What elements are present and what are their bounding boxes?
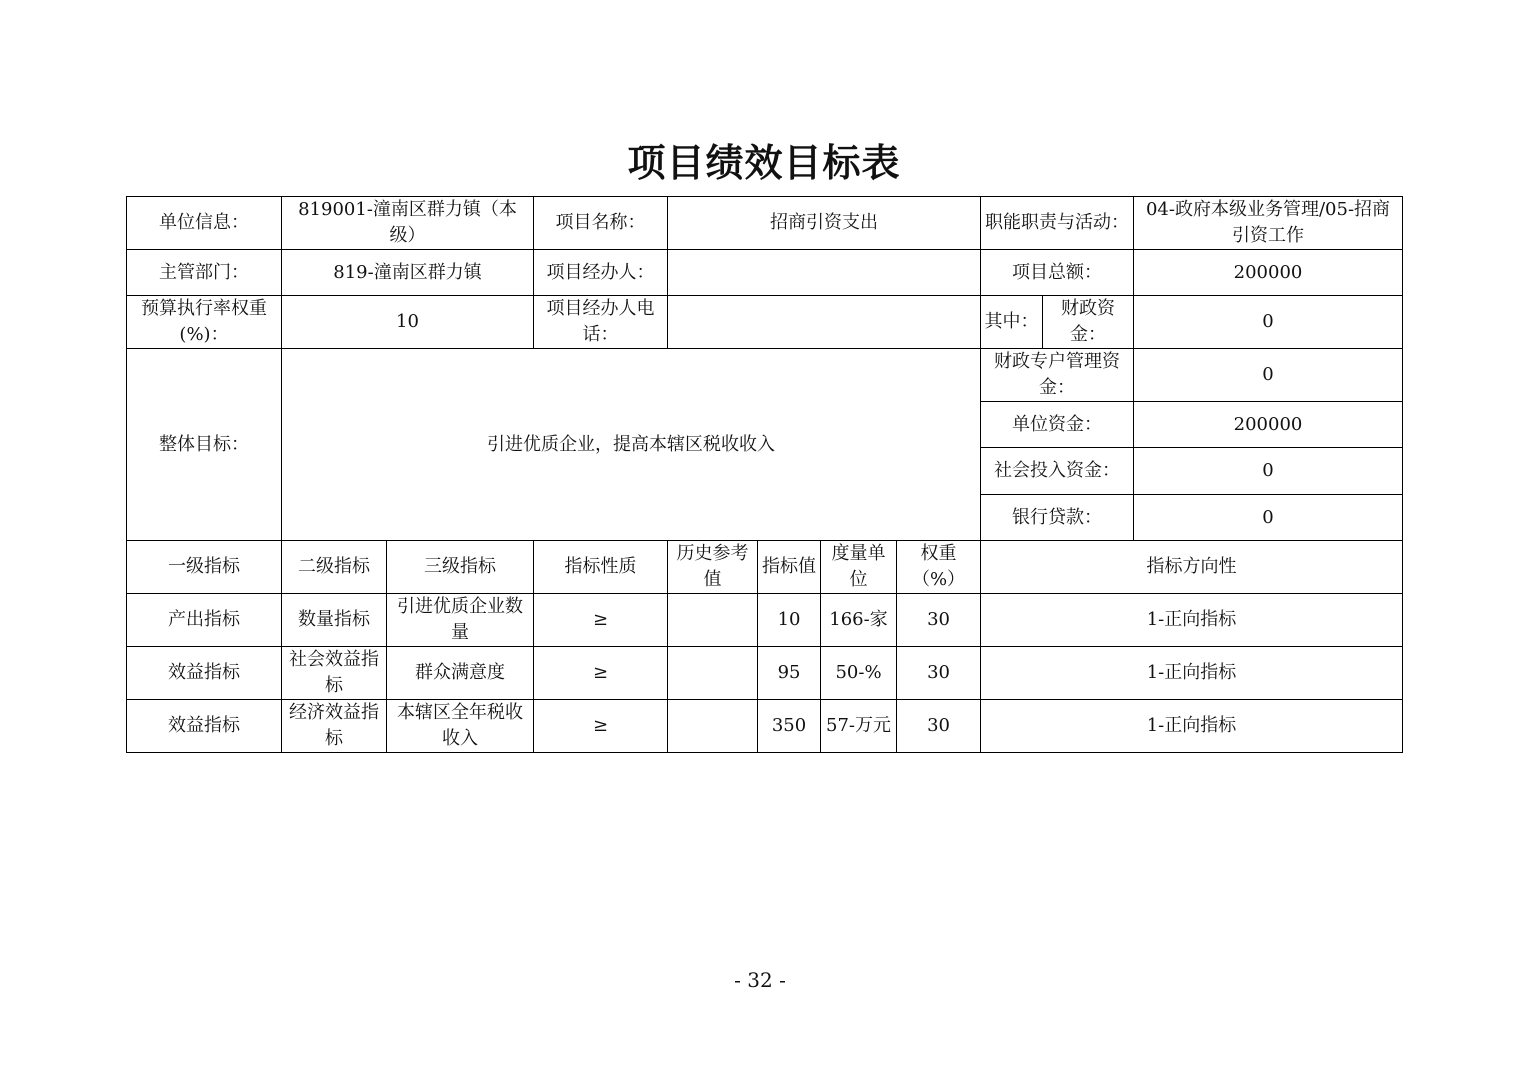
indicator-nature: ≥ <box>534 647 668 700</box>
indicator-nature: ≥ <box>534 594 668 647</box>
indicator-nature: ≥ <box>534 700 668 753</box>
indicator-level3: 群众满意度 <box>387 647 534 700</box>
indicator-value: 10 <box>758 594 821 647</box>
duty-activity-value: 04-政府本级业务管理/05-招商引资工作 <box>1134 197 1403 250</box>
indicator-history <box>668 594 758 647</box>
social-investment-label: 社会投入资金： <box>981 448 1134 495</box>
page-number: - 32 - <box>734 968 786 992</box>
duty-activity-label: 职能职责与活动： <box>981 197 1134 250</box>
indicator-level2: 数量指标 <box>282 594 387 647</box>
indicator-direction: 1-正向指标 <box>981 647 1403 700</box>
indicator-value: 95 <box>758 647 821 700</box>
indicator-weight: 30 <box>897 594 981 647</box>
indicator-direction: 1-正向指标 <box>981 594 1403 647</box>
col-header-value: 指标值 <box>758 541 821 594</box>
indicator-level2: 经济效益指标 <box>282 700 387 753</box>
table-row <box>127 594 1403 647</box>
col-header-nature: 指标性质 <box>534 541 668 594</box>
project-handler-value <box>668 250 981 296</box>
budget-weight-label: 预算执行率权重(%)： <box>127 296 282 349</box>
project-total-value: 200000 <box>1134 250 1403 296</box>
unit-info-value: 819001-潼南区群力镇（本级） <box>282 197 534 250</box>
indicator-unit: 50-% <box>821 647 897 700</box>
indicator-header-row <box>127 541 1403 594</box>
unit-fund-value: 200000 <box>1134 402 1403 448</box>
page-title: 项目绩效目标表 <box>627 140 901 185</box>
project-total-label: 项目总额： <box>981 250 1134 296</box>
col-header-direction: 指标方向性 <box>981 541 1403 594</box>
bank-loan-value: 0 <box>1134 495 1403 541</box>
indicator-history <box>668 647 758 700</box>
unit-fund-label: 单位资金： <box>981 402 1134 448</box>
project-handler-label: 项目经办人： <box>534 250 668 296</box>
indicator-level3: 本辖区全年税收收入 <box>387 700 534 753</box>
col-header-history: 历史参考值 <box>668 541 758 594</box>
project-name-label: 项目名称： <box>534 197 668 250</box>
overall-goal-label: 整体目标： <box>127 349 282 541</box>
col-header-level1: 一级指标 <box>127 541 282 594</box>
special-account-fund-label: 财政专户管理资金： <box>981 349 1134 402</box>
col-header-weight: 权重（%） <box>897 541 981 594</box>
indicator-level1: 效益指标 <box>127 700 282 753</box>
handler-phone-label: 项目经办人电话： <box>534 296 668 349</box>
indicator-history <box>668 700 758 753</box>
budget-weight-value: 10 <box>282 296 534 349</box>
indicator-level1: 效益指标 <box>127 647 282 700</box>
fiscal-fund-label: 财政资金： <box>1043 296 1134 349</box>
special-account-fund-value: 0 <box>1134 349 1403 402</box>
performance-target-table <box>126 196 1403 753</box>
fiscal-fund-value: 0 <box>1134 296 1403 349</box>
overall-goal-value: 引进优质企业，提高本辖区税收收入 <box>282 349 981 541</box>
indicator-weight: 30 <box>897 647 981 700</box>
indicator-direction: 1-正向指标 <box>981 700 1403 753</box>
indicator-level1: 产出指标 <box>127 594 282 647</box>
bank-loan-label: 银行贷款： <box>981 495 1134 541</box>
col-header-level3: 三级指标 <box>387 541 534 594</box>
supervising-dept-value: 819-潼南区群力镇 <box>282 250 534 296</box>
indicator-level3: 引进优质企业数量 <box>387 594 534 647</box>
social-investment-value: 0 <box>1134 448 1403 495</box>
handler-phone-value <box>668 296 981 349</box>
col-header-level2: 二级指标 <box>282 541 387 594</box>
supervising-dept-label: 主管部门： <box>127 250 282 296</box>
project-name-value: 招商引资支出 <box>668 197 981 250</box>
indicator-unit: 57-万元 <box>821 700 897 753</box>
unit-info-label: 单位信息： <box>127 197 282 250</box>
indicator-value: 350 <box>758 700 821 753</box>
indicator-level2: 社会效益指标 <box>282 647 387 700</box>
of-which-label: 其中： <box>981 296 1043 349</box>
table-row <box>127 700 1403 753</box>
table-row <box>127 647 1403 700</box>
indicator-weight: 30 <box>897 700 981 753</box>
col-header-unit: 度量单位 <box>821 541 897 594</box>
indicator-unit: 166-家 <box>821 594 897 647</box>
